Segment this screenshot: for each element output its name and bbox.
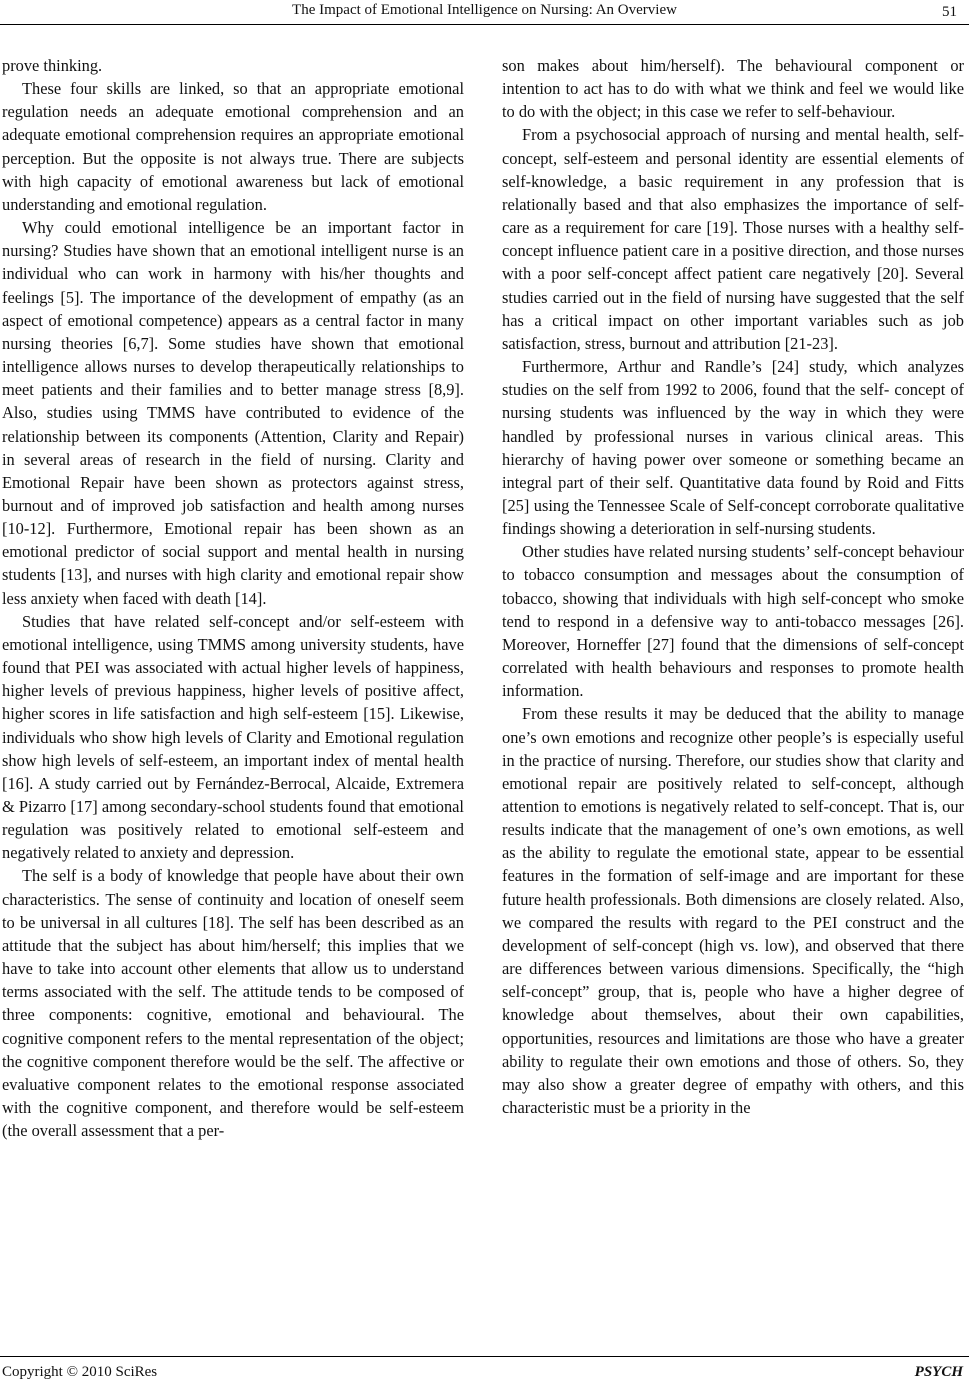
paragraph: prove thinking. [2, 56, 103, 75]
page-number: 51 [942, 4, 957, 20]
copyright-notice: Copyright © 2010 SciRes [2, 1364, 158, 1380]
paragraph: The self is a body of knowledge that people have about their own characteristics. The sense of continuity and location of oneself seem to be universal in all cultures [18]. The self has been described as an attitude that the subject has about him/herself; this implies that we have to take into account other elements that allow us to understand terms associated with the self. The attitude tends to be composed of three components: cognitive, emotional and behavioural. The cognitive component refers to the mental representation of the object; the cognitive component therefore would be the self. The affective or evaluative component relates to the emotional response associated with the cognitive component, and therefore would be self-esteem (the overall assessment that a per- [2, 866, 464, 1141]
paragraph: Other studies have related nursing students’ self-concept behaviour to tobacco consumption and messages about the consumption of tobacco, showing that individuals with high self-concept who smoke tend to respond in a defensive way to anti-tobacco messages [26]. Moreover, Horneffer [27] found that the dimensions of self-concept correlated with health behaviours and responses to promote health information. [502, 542, 964, 701]
right-column [502, 54, 964, 1119]
paragraph: From a psychosocial approach of nursing and mental health, self-concept, self-esteem and personal identity are essential elements of self-knowledge, a basic requirement in any profession that is relationally based and that also emphasizes the importance of self-care as a requirement for care [19]. Those nurses with a healthy self-concept influence patient care in a positive direction, and those nurses with a poor self-concept affect patient care negatively [20]. Several studies carried out in the field of nursing have suggested that the self has a critical impact on other important variables such as job satisfaction, stress, burnout and attribution [21-23]. [502, 125, 964, 353]
paragraph: Studies that have related self-concept and/or self-esteem with emotional intelligence, using TMMS among university students, have found that PEI was associated with actual higher levels of happiness, higher levels of previous happiness, higher levels of positive affect, higher scores in life satisfaction and high self-esteem [15]. Likewise, individuals who show high levels of Clarity and Emotional regulation show high levels of self-esteem, an important index of mental health [16]. A study carried out by Fernández-Berrocal, Alcaide, Extremera & Pizarro [17] among secondary-school students found that emotional regulation was positively related to emotional self-esteem and negatively related to anxiety and depression. [2, 611, 464, 863]
paragraph: Furthermore, Arthur and Randle’s [24] study, which analyzes studies on the self from 1992 to 2006, found that the self- concept of nursing students was influenced by the way in which they were handled by professional nurses in various clinical areas. This hierarchy of having power over someone or something became an integral part of their self. Quantitative data found by Roid and Fitts [25] using the Tennessee Scale of Self-concept corroborate qualitative findings showing a deterioration in self-nursing students. [502, 357, 964, 539]
paragraph: Why could emotional intelligence be an important factor in nursing? Studies have shown that an emotional intelligent nurse is an individual who can work in harmony with his/her thoughts and feelings [5]. The importance of the development of empathy (as an aspect of emotional competence) appears as a central factor in many nursing theories [6,7]. Some studies have shown that emotional intelligence allows nurses to develop therapeutically relationships to meet patients and their families and to better manage stress [8,9]. Also, studies using TMMS have contributed to evidence of the relationship between its components (Attention, Clarity and Repair) in several areas of research in the field of nursing. Clarity and Emotional Repair have been shown as protectors against stress, burnout and of improved job satisfaction and health among nurses [10-12]. Furthermore, Emotional repair has been shown as an emotional predictor of social support and mental health in nursing students [13], and nurses with high clarity and emotional repair show less anxiety when faced with death [14]. [2, 218, 464, 608]
paragraph: From these results it may be deduced that the ability to manage one’s own emotions and recognize other people’s is especially useful in the practice of nursing. Therefore, our studies show that clarity and emotional repair are positively related to self-concept, although attention to emotions is negatively related to self-concept. That is, our results indicate that the management of one’s own emotions, as well as the ability to regulate the emotional state, appear to be essential features in the formation of self-image and are important for these future health professionals. Both dimensions are closely related. Also, we compared the results with regard to the PEI construct and the development of self-concept (high vs. low), and observed that there are differences between various dimensions. Specifically, the “high self-concept” group, that is, people who have a higher degree of knowledge about themselves, about their own capabilities, opportunities, resources and limitations are those who have a greater ability to regulate their own emotions and those of others. So, they may also show a greater degree of empathy with others, and this characteristic must be a priority in the [502, 704, 964, 1118]
header-rule [0, 24, 969, 25]
paragraph: These four skills are linked, so that an appropriate emotional regulation needs an adequate emotional comprehension and an adequate emotional comprehension requires an appropriate emotional perception. But the opposite is not always true. There are subjects with high capacity of emotional awareness but lack of emotional understanding and emotional regulation. [2, 79, 464, 214]
left-column [2, 54, 464, 1142]
page-footer [0, 1364, 969, 1386]
paragraph: son makes about him/herself). The behavioural component or intention to act has to do with what we think and feel we would like to do with the object; in this case we refer to self-behaviour. [502, 56, 964, 122]
running-title: The Impact of Emotional Intelligence on Nursing: An Overview [292, 2, 677, 18]
running-header [0, 0, 969, 24]
journal-name: PSYCH [914, 1364, 963, 1380]
footer-rule [0, 1356, 969, 1357]
